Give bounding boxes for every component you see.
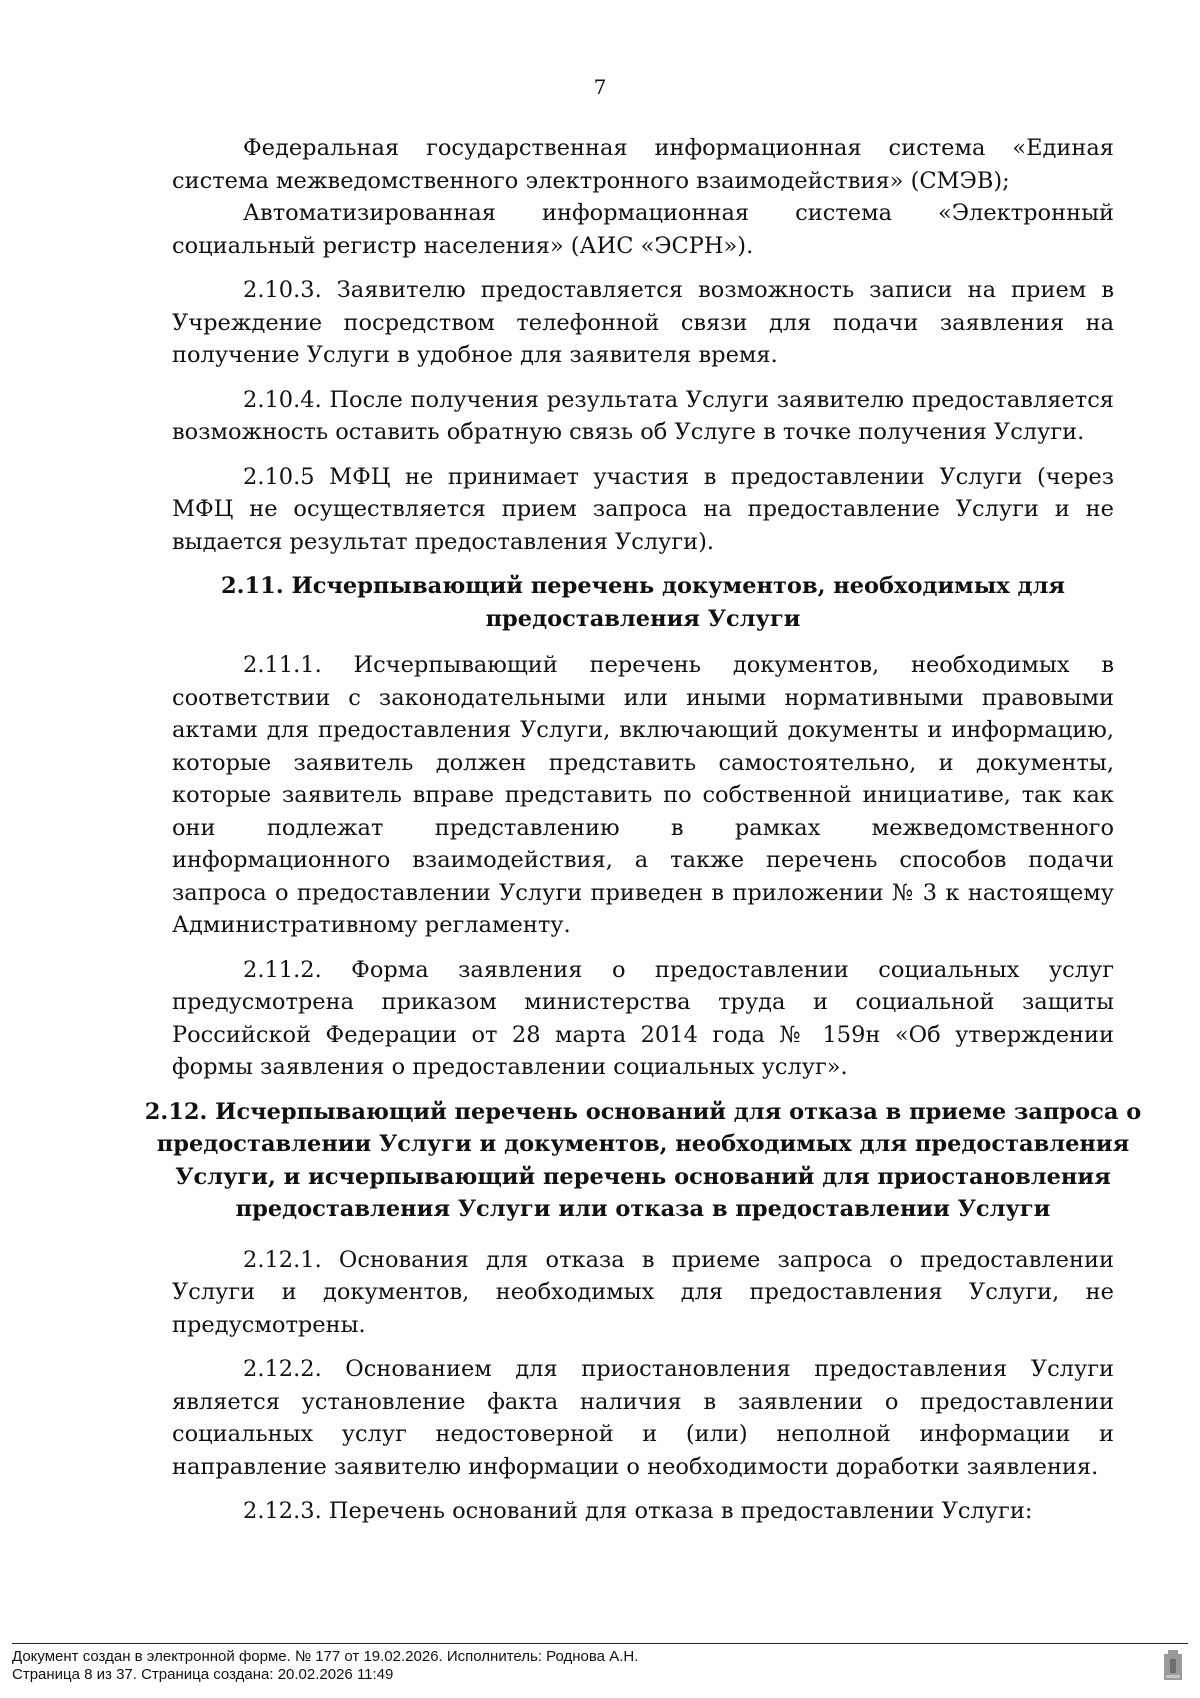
paragraph-2-10-3: 2.10.3. Заявителю предоставляется возможность записи на прием в Учреждение посредством телефонной связи для подачи заявления на получение Услуги в удобное для заявителя время. (172, 277, 1114, 368)
section-heading-2-12: 2.12. Исчерпывающий перечень оснований для отказа в приеме запроса о предоставлении Услуги и документов, необходимых для предоставления Услуги, и исчерпывающий перечень оснований для приостановления предоставления Услуги или отказа в предоставлении Услуги (144, 1098, 1142, 1222)
section-heading-2-11: 2.11. Исчерпывающий перечень документов, необходимых для предоставления Услуги (221, 573, 1065, 632)
paragraph-2-12-1: 2.12.1. Основания для отказа в приеме запроса о предоставлении Услуги и документов, необходимых для предоставления Услуги, не предусмотрены. (172, 1246, 1114, 1338)
paragraph-smev: Федеральная государственная информационная система «Единая система межведомственного электронного взаимодействия» (СМЭВ); (172, 135, 1114, 194)
footer-line-2: Страница 8 из 37. Страница создана: 20.02.2026 11:49 (12, 1666, 394, 1683)
footer-divider (12, 1643, 1188, 1644)
paragraph-2-12-2: 2.12.2. Основанием для приостановления предоставления Услуги является установление факта наличия в заявлении о предоставлении социальных услуг недостоверной и (или) неполной информации и направление заявителю информации о необходимости доработки заявления. (172, 1356, 1114, 1480)
footer-line-1: Документ создан в электронной форме. № 177 от 19.02.2026. Исполнитель: Роднова А.Н. (12, 1648, 639, 1665)
document-body (144, 132, 1142, 1540)
paragraph-2-11-1: 2.11.1. Исчерпывающий перечень документов, необходимых в соответствии с законодательными или иными нормативными правовыми актами для предоставления Услуги, включающий документы и информацию, которые заявитель должен представить самостоятельно, и документы, которые заявитель вправе представить по собственной инициативе, так как они подлежат представлению в рамках межведомственного информационного взаимодействия, а также перечень способов подачи запроса о предоставлении Услуги приведен в приложении № 3 к настоящему Административному регламенту. (172, 652, 1114, 938)
paragraph-2-12-3: 2.12.3. Перечень оснований для отказа в предоставлении Услуги: (243, 1498, 1033, 1524)
coat-of-arms-icon (1162, 1648, 1184, 1682)
paragraph-2-10-4: 2.10.4. После получения результата Услуги заявителю предоставляется возможность оставить обратную связь об Услуге в точке получения Услуги. (172, 386, 1114, 445)
paragraph-2-10-5: 2.10.5 МФЦ не принимает участия в предоставлении Услуги (через МФЦ не осуществляется прием запроса на предоставление Услуги и не выдается результат предоставления Услуги). (172, 463, 1114, 555)
paragraph-aisesrn: Автоматизированная информационная система «Электронный социальный регистр населения» (АИС «ЭСРН»). (172, 200, 1114, 259)
paragraph-2-11-2: 2.11.2. Форма заявления о предоставлении социальных услуг предусмотрена приказом министерства труда и социальной защиты Российской Федерации от 28 марта 2014 года № 159н «Об утверждении формы заявления о предоставлении социальных услуг». (172, 956, 1114, 1080)
page-number: 7 (593, 75, 607, 99)
footer-text (12, 1648, 638, 1684)
document-footer (0, 1640, 1200, 1698)
